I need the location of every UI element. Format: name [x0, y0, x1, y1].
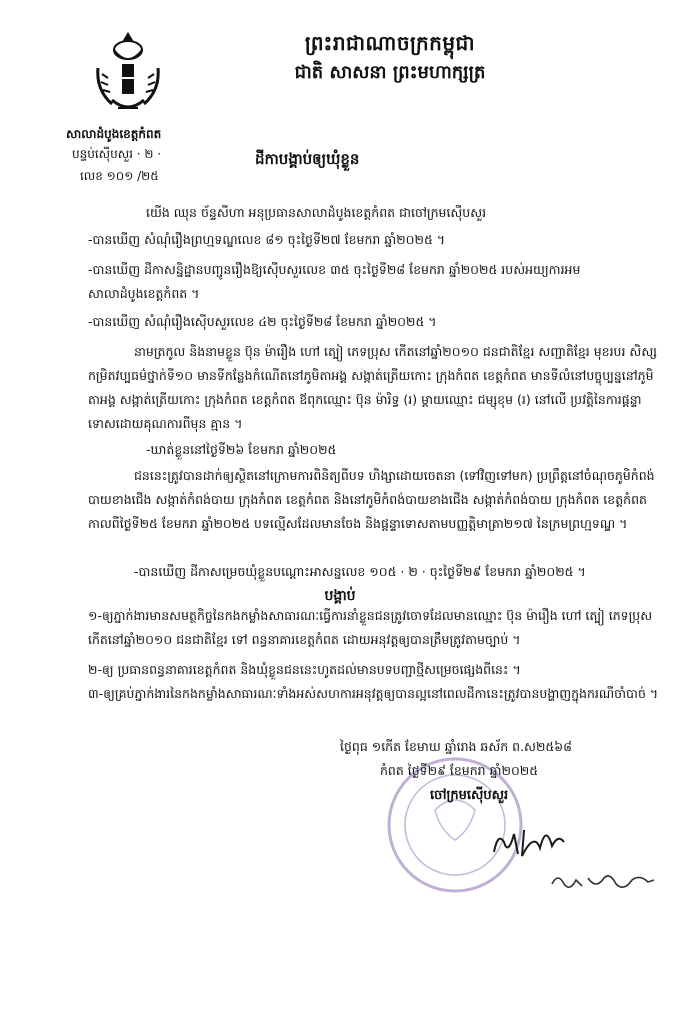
intro-line: យើង ឈុន ច័ន្ទសីហា អនុប្រធានសាលាដំបូងខេត្តកំពត ជាចៅក្រមស៊ើបសួរ: [146, 205, 487, 220]
identity-paragraph: នាមត្រកូល និងនាមខ្លួន ប៊ុន ម៉ារឿង ហៅ ត្បៀ ភេទប្រុស កើតនៅឆ្នាំ២០១០ ជនជាតិខ្មែរ សញ្ជាតិខ្មែរ មុខរបរ សិស្ស កម្រិតវប្បធម៌ថ្នាក់ទី១០ មានទីកន្លែងកំណើតនៅភូមិតាអង្គ សង្កាត់ត្រើយកោះ ក្រុងកំពត ខេត្តកំពត មានទីលំនៅបច្ចុប្បន្ននៅភូមិតាអង្គ សង្កាត់ត្រើយកោះ ក្រុងកំពត ខេត្តកំពត ឪពុកឈ្មោះ ប៊ុន ម៉ារិទ្ធ (រ) ម្ដាយឈ្មោះ ជម្សុខុម (រ) នៅលើ ប្រវត្តិនៃការផ្ដន្ទាទោសដោយគុណការពីមុន គ្មាន ។: [88, 344, 657, 431]
court-name: សាលាដំបូងខេត្តកំពត: [66, 127, 162, 141]
reference-number: លេខ ១០១ /២៥: [80, 169, 159, 183]
date-block: [340, 735, 660, 783]
charge-paragraph: ជននេះត្រូវបានដាក់ឲ្យស្ថិតនៅក្រោមការពិនិត្យពីបទ ហិង្សាដោយចេតនា (ទៅវិញទៅមក) ប្រព្រឹត្តនៅចំណុចភូមិកំពង់បាយខាងជើង សង្កាត់កំពង់បាយ ក្រុងកំពត ខេត្តកំពត និងនៅភូមិកំពង់បាយខាងជើង សង្កាត់កំពង់បាយ ក្រុងកំពត ខេត្តកំពត កាលពីថ្ងៃទី២៥ ខែមករា ឆ្នាំ២០២៥ បទល្មើសដែលមានចែង និងផ្ដន្ទាទោសតាមបញ្ញត្តិមាត្រា២១៧ នៃក្រមព្រហ្មទណ្ឌ ។: [88, 468, 655, 531]
document-title: ដីកាបង្គាប់ឲ្យឃុំខ្លួន: [255, 150, 360, 168]
order-heading: បង្គាប់: [324, 588, 356, 604]
order-item: ២-ឲ្យ ប្រធានពន្ធនាគារខេត្តកំពត និងឃុំខ្លួនជននេះហូតដល់មានបទបញ្ជាថ្មីសម្រេចផ្សេងពីនេះ ។: [88, 662, 521, 677]
arrest-line: -ឃាត់ខ្លួននៅថ្ងៃទី២៦ ខែមករា ឆ្នាំ២០២៥: [146, 442, 337, 457]
signer-name-handwritten: [548, 866, 658, 896]
signer-title: ចៅក្រមស៊ើបសួរ: [430, 788, 509, 803]
consideration-line: -បានឃើញ ដីកាសន្និដ្ឋានបញ្ជូនរឿងឱ្យស៊ើបសួរលេខ ៣៥ ចុះថ្ងៃទី២៨ ខែមករា ឆ្នាំ២០២៥ របស់អយ្យការអម: [88, 262, 581, 277]
signature-icon: [488, 812, 568, 862]
solar-date: កំពត ថ្ងៃទី២៩ ខែមករា ឆ្នាំ២០២៥: [380, 763, 539, 778]
order-item: ១-ឲ្យភ្នាក់ងារមានសមត្ថកិច្ចនៃកងកម្លាំងសាធារណៈធ្វើការនាំខ្លួនជនត្រូវចោទដែលមានឈ្មោះ ប៊ុន ម៉ារឿង ហៅ ត្បៀ ភេទប្រុស កើតនៅឆ្នាំ២០១០ ជនជាតិខ្មែរ ទៅ ពន្ធនាគារខេត្តកំពត ដោយអនុវត្តឲ្យបានត្រឹមត្រូវតាមច្បាប់ ។: [88, 608, 653, 647]
order-item: ៣-ឲ្យគ្រប់ភ្នាក់ងារនៃកងកម្លាំងសាធារណៈទាំងអស់សហការអនុវត្តឲ្យបានល្អនៅពេលដីកានេះត្រូវបានបង្ហាញក្នុងករណីចាំបាច់ ។: [88, 686, 659, 701]
lunar-date: ថ្ងៃពុធ ១កើត ខែមាឃ ឆ្នាំរោង ឆស័ក ព.ស២៥៦៨: [340, 739, 572, 754]
national-motto: ជាតិ សាសនា ព្រះមហាក្សត្រ: [294, 62, 486, 83]
kingdom-header: ព្រះរាជាណាចក្រកម្ពុជា: [304, 31, 476, 55]
consideration-line: សាលាដំបូងខេត្តកំពត ។: [88, 286, 200, 301]
royal-emblem-icon: [88, 28, 168, 120]
warrant-line: -បានឃើញ ដីកាសម្រេចឃុំខ្លួនបណ្ដោះអាសន្នលេខ ១០៥ · ២ · ចុះថ្ងៃទី២៩ ខែមករា ឆ្នាំ២០២៥ ។: [134, 564, 586, 579]
investigation-office: បន្ទប់ស៊ើបសួរ · ២ ·: [72, 147, 162, 161]
consideration-line: -បានឃើញ សំណុំរឿងស៊ើបសួរលេខ ៤២ ចុះថ្ងៃទី២៨ ខែមករា ឆ្នាំ២០២៥ ។: [88, 314, 437, 329]
consideration-line: -បានឃើញ សំណុំរឿងព្រហ្មទណ្ឌលេខ ៨១ ចុះថ្ងៃទី២៧ ខែមករា ឆ្នាំ២០២៥ ។: [88, 232, 446, 247]
